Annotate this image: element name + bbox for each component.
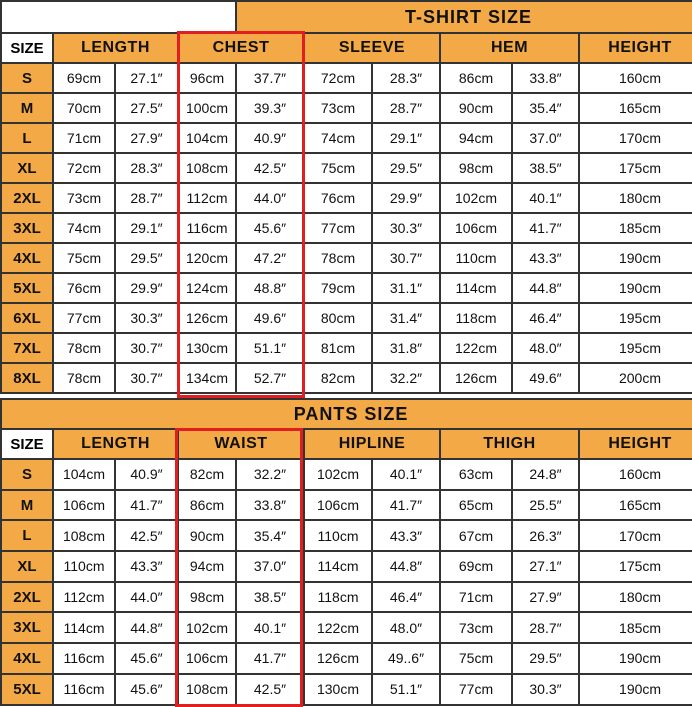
length-in-cell: 43.3″ xyxy=(115,551,178,582)
sleeve-in-cell: 31.4″ xyxy=(372,303,440,333)
thigh-in-cell: 30.3″ xyxy=(512,674,579,705)
sleeve-in-cell: 29.9″ xyxy=(372,183,440,213)
hem-cm-cell: 98cm xyxy=(440,153,512,183)
sleeve-in-cell: 29.1″ xyxy=(372,123,440,153)
thigh-in-cell: 26.3″ xyxy=(512,520,579,551)
height-cell: 195cm xyxy=(579,333,692,363)
height-cell: 175cm xyxy=(579,551,692,582)
height-cell: 160cm xyxy=(579,63,692,93)
length-cm-cell: 77cm xyxy=(53,303,115,333)
chest-header: CHEST xyxy=(178,33,304,63)
size-cell: 2XL xyxy=(1,582,53,613)
length-cm-cell: 69cm xyxy=(53,63,115,93)
sleeve-cm-cell: 81cm xyxy=(304,333,372,363)
table-row xyxy=(1,183,692,213)
length-cm-cell: 116cm xyxy=(53,643,115,674)
length-cm-cell: 73cm xyxy=(53,183,115,213)
hem-in-cell: 44.8″ xyxy=(512,273,579,303)
waist-in-cell: 42.5″ xyxy=(236,674,304,705)
thigh-in-cell: 25.5″ xyxy=(512,490,579,521)
height-cell: 165cm xyxy=(579,490,692,521)
length-in-cell: 30.3″ xyxy=(115,303,178,333)
size-cell: 4XL xyxy=(1,243,53,273)
length-cm-cell: 76cm xyxy=(53,273,115,303)
waist-cm-cell: 108cm xyxy=(178,674,236,705)
sleeve-cm-cell: 82cm xyxy=(304,363,372,393)
sleeve-in-cell: 30.3″ xyxy=(372,213,440,243)
size-cell: 6XL xyxy=(1,303,53,333)
waist-in-cell: 38.5″ xyxy=(236,582,304,613)
waist-in-cell: 33.8″ xyxy=(236,490,304,521)
table-row xyxy=(1,674,692,705)
chest-cm-cell: 126cm xyxy=(178,303,236,333)
thigh-in-cell: 29.5″ xyxy=(512,643,579,674)
hem-cm-cell: 106cm xyxy=(440,213,512,243)
waist-in-cell: 40.1″ xyxy=(236,612,304,643)
chest-in-cell: 37.7″ xyxy=(236,63,304,93)
height-cell: 185cm xyxy=(579,213,692,243)
hem-cm-cell: 118cm xyxy=(440,303,512,333)
waist-cm-cell: 102cm xyxy=(178,612,236,643)
table-row xyxy=(1,551,692,582)
hem-cm-cell: 90cm xyxy=(440,93,512,123)
thigh-cm-cell: 75cm xyxy=(440,643,512,674)
sleeve-cm-cell: 78cm xyxy=(304,243,372,273)
table-row xyxy=(1,243,692,273)
chest-cm-cell: 134cm xyxy=(178,363,236,393)
chest-in-cell: 47.2″ xyxy=(236,243,304,273)
sleeve-in-cell: 28.7″ xyxy=(372,93,440,123)
table-row xyxy=(1,520,692,551)
pants-size-chart xyxy=(0,398,692,706)
hipline-header: HIPLINE xyxy=(304,429,440,459)
sleeve-in-cell: 28.3″ xyxy=(372,63,440,93)
length-cm-cell: 74cm xyxy=(53,213,115,243)
hip-in-cell: 46.4″ xyxy=(372,582,440,613)
sleeve-in-cell: 31.1″ xyxy=(372,273,440,303)
length-cm-cell: 106cm xyxy=(53,490,115,521)
chest-cm-cell: 124cm xyxy=(178,273,236,303)
chest-cm-cell: 108cm xyxy=(178,153,236,183)
waist-in-cell: 32.2″ xyxy=(236,459,304,490)
height-cell: 165cm xyxy=(579,93,692,123)
sleeve-cm-cell: 74cm xyxy=(304,123,372,153)
hip-cm-cell: 126cm xyxy=(304,643,372,674)
length-in-cell: 29.1″ xyxy=(115,213,178,243)
sleeve-in-cell: 32.2″ xyxy=(372,363,440,393)
height-cell: 170cm xyxy=(579,123,692,153)
length-header: LENGTH xyxy=(53,429,178,459)
size-cell: 2XL xyxy=(1,183,53,213)
thigh-cm-cell: 73cm xyxy=(440,612,512,643)
length-in-cell: 29.5″ xyxy=(115,243,178,273)
sleeve-cm-cell: 75cm xyxy=(304,153,372,183)
hem-in-cell: 38.5″ xyxy=(512,153,579,183)
sleeve-in-cell: 31.8″ xyxy=(372,333,440,363)
sleeve-cm-cell: 72cm xyxy=(304,63,372,93)
sleeve-cm-cell: 77cm xyxy=(304,213,372,243)
length-cm-cell: 70cm xyxy=(53,93,115,123)
chest-cm-cell: 100cm xyxy=(178,93,236,123)
length-cm-cell: 116cm xyxy=(53,674,115,705)
table-row xyxy=(1,303,692,333)
chest-in-cell: 44.0″ xyxy=(236,183,304,213)
size-cell: 7XL xyxy=(1,333,53,363)
thigh-in-cell: 27.9″ xyxy=(512,582,579,613)
length-in-cell: 27.9″ xyxy=(115,123,178,153)
length-cm-cell: 108cm xyxy=(53,520,115,551)
size-cell: 3XL xyxy=(1,612,53,643)
height-header: HEIGHT xyxy=(579,429,692,459)
waist-cm-cell: 90cm xyxy=(178,520,236,551)
hem-cm-cell: 102cm xyxy=(440,183,512,213)
chest-in-cell: 49.6″ xyxy=(236,303,304,333)
size-cell: 4XL xyxy=(1,643,53,674)
size-cell: 3XL xyxy=(1,213,53,243)
hip-cm-cell: 122cm xyxy=(304,612,372,643)
hem-cm-cell: 126cm xyxy=(440,363,512,393)
sleeve-cm-cell: 73cm xyxy=(304,93,372,123)
height-cell: 190cm xyxy=(579,243,692,273)
hem-cm-cell: 122cm xyxy=(440,333,512,363)
table-row xyxy=(1,93,692,123)
thigh-in-cell: 27.1″ xyxy=(512,551,579,582)
size-header: SIZE xyxy=(1,429,53,459)
length-in-cell: 41.7″ xyxy=(115,490,178,521)
length-cm-cell: 114cm xyxy=(53,612,115,643)
table-row xyxy=(1,459,692,490)
hem-in-cell: 49.6″ xyxy=(512,363,579,393)
hip-cm-cell: 114cm xyxy=(304,551,372,582)
tshirt-header-row xyxy=(1,33,692,63)
chest-in-cell: 39.3″ xyxy=(236,93,304,123)
chest-cm-cell: 130cm xyxy=(178,333,236,363)
hip-in-cell: 40.1″ xyxy=(372,459,440,490)
thigh-cm-cell: 71cm xyxy=(440,582,512,613)
hip-cm-cell: 106cm xyxy=(304,490,372,521)
size-cell: S xyxy=(1,459,53,490)
hip-in-cell: 51.1″ xyxy=(372,674,440,705)
height-cell: 160cm xyxy=(579,459,692,490)
chest-cm-cell: 116cm xyxy=(178,213,236,243)
length-in-cell: 45.6″ xyxy=(115,674,178,705)
length-cm-cell: 72cm xyxy=(53,153,115,183)
thigh-cm-cell: 67cm xyxy=(440,520,512,551)
thigh-header: THIGH xyxy=(440,429,579,459)
hem-cm-cell: 94cm xyxy=(440,123,512,153)
size-cell: L xyxy=(1,520,53,551)
hip-in-cell: 43.3″ xyxy=(372,520,440,551)
chest-cm-cell: 96cm xyxy=(178,63,236,93)
thigh-cm-cell: 69cm xyxy=(440,551,512,582)
size-cell: M xyxy=(1,93,53,123)
chest-in-cell: 48.8″ xyxy=(236,273,304,303)
length-in-cell: 27.5″ xyxy=(115,93,178,123)
waist-cm-cell: 82cm xyxy=(178,459,236,490)
size-cell: 5XL xyxy=(1,674,53,705)
size-header: SIZE xyxy=(1,33,53,63)
table-row xyxy=(1,363,692,393)
size-cell: L xyxy=(1,123,53,153)
pants-title: PANTS SIZE xyxy=(1,399,692,429)
length-in-cell: 44.8″ xyxy=(115,612,178,643)
hem-in-cell: 37.0″ xyxy=(512,123,579,153)
chest-in-cell: 42.5″ xyxy=(236,153,304,183)
waist-cm-cell: 106cm xyxy=(178,643,236,674)
height-cell: 185cm xyxy=(579,612,692,643)
length-cm-cell: 104cm xyxy=(53,459,115,490)
length-in-cell: 40.9″ xyxy=(115,459,178,490)
length-in-cell: 28.7″ xyxy=(115,183,178,213)
hip-cm-cell: 130cm xyxy=(304,674,372,705)
height-cell: 190cm xyxy=(579,643,692,674)
sleeve-cm-cell: 76cm xyxy=(304,183,372,213)
sleeve-header: SLEEVE xyxy=(304,33,440,63)
hip-in-cell: 41.7″ xyxy=(372,490,440,521)
waist-cm-cell: 86cm xyxy=(178,490,236,521)
table-row xyxy=(1,490,692,521)
height-cell: 180cm xyxy=(579,582,692,613)
size-cell: 8XL xyxy=(1,363,53,393)
table-row xyxy=(1,153,692,183)
tshirt-title: T-SHIRT SIZE xyxy=(236,1,692,33)
hem-in-cell: 46.4″ xyxy=(512,303,579,333)
thigh-in-cell: 24.8″ xyxy=(512,459,579,490)
table-row xyxy=(1,612,692,643)
hem-cm-cell: 114cm xyxy=(440,273,512,303)
size-cell: S xyxy=(1,63,53,93)
height-cell: 170cm xyxy=(579,520,692,551)
size-cell: XL xyxy=(1,153,53,183)
thigh-cm-cell: 77cm xyxy=(440,674,512,705)
height-cell: 190cm xyxy=(579,273,692,303)
chest-in-cell: 40.9″ xyxy=(236,123,304,153)
length-in-cell: 27.1″ xyxy=(115,63,178,93)
chest-cm-cell: 112cm xyxy=(178,183,236,213)
size-cell: M xyxy=(1,490,53,521)
sleeve-in-cell: 30.7″ xyxy=(372,243,440,273)
length-in-cell: 30.7″ xyxy=(115,363,178,393)
chest-in-cell: 52.7″ xyxy=(236,363,304,393)
title-spacer xyxy=(1,1,236,33)
length-cm-cell: 78cm xyxy=(53,363,115,393)
pants-header-row xyxy=(1,429,692,459)
pants-size-table xyxy=(0,398,692,706)
length-cm-cell: 75cm xyxy=(53,243,115,273)
hem-in-cell: 43.3″ xyxy=(512,243,579,273)
length-cm-cell: 112cm xyxy=(53,582,115,613)
sleeve-cm-cell: 79cm xyxy=(304,273,372,303)
height-header: HEIGHT xyxy=(579,33,692,63)
hem-in-cell: 40.1″ xyxy=(512,183,579,213)
table-row xyxy=(1,333,692,363)
table-row xyxy=(1,273,692,303)
thigh-in-cell: 28.7″ xyxy=(512,612,579,643)
length-cm-cell: 78cm xyxy=(53,333,115,363)
hip-cm-cell: 118cm xyxy=(304,582,372,613)
height-cell: 200cm xyxy=(579,363,692,393)
hip-in-cell: 44.8″ xyxy=(372,551,440,582)
hem-in-cell: 48.0″ xyxy=(512,333,579,363)
hem-in-cell: 33.8″ xyxy=(512,63,579,93)
hem-in-cell: 41.7″ xyxy=(512,213,579,243)
length-in-cell: 28.3″ xyxy=(115,153,178,183)
height-cell: 195cm xyxy=(579,303,692,333)
size-cell: 5XL xyxy=(1,273,53,303)
chest-cm-cell: 104cm xyxy=(178,123,236,153)
waist-header: WAIST xyxy=(178,429,304,459)
chest-in-cell: 51.1″ xyxy=(236,333,304,363)
length-header: LENGTH xyxy=(53,33,178,63)
thigh-cm-cell: 63cm xyxy=(440,459,512,490)
hip-cm-cell: 102cm xyxy=(304,459,372,490)
length-in-cell: 30.7″ xyxy=(115,333,178,363)
hip-in-cell: 49..6″ xyxy=(372,643,440,674)
hip-cm-cell: 110cm xyxy=(304,520,372,551)
chest-in-cell: 45.6″ xyxy=(236,213,304,243)
sleeve-cm-cell: 80cm xyxy=(304,303,372,333)
length-in-cell: 45.6″ xyxy=(115,643,178,674)
waist-cm-cell: 98cm xyxy=(178,582,236,613)
length-cm-cell: 71cm xyxy=(53,123,115,153)
height-cell: 175cm xyxy=(579,153,692,183)
sleeve-in-cell: 29.5″ xyxy=(372,153,440,183)
waist-cm-cell: 94cm xyxy=(178,551,236,582)
waist-in-cell: 35.4″ xyxy=(236,520,304,551)
hem-header: HEM xyxy=(440,33,579,63)
length-cm-cell: 110cm xyxy=(53,551,115,582)
size-cell: XL xyxy=(1,551,53,582)
height-cell: 180cm xyxy=(579,183,692,213)
height-cell: 190cm xyxy=(579,674,692,705)
table-row xyxy=(1,582,692,613)
thigh-cm-cell: 65cm xyxy=(440,490,512,521)
chest-cm-cell: 120cm xyxy=(178,243,236,273)
hem-cm-cell: 110cm xyxy=(440,243,512,273)
table-row xyxy=(1,213,692,243)
length-in-cell: 29.9″ xyxy=(115,273,178,303)
table-row xyxy=(1,63,692,93)
hip-in-cell: 48.0″ xyxy=(372,612,440,643)
hem-in-cell: 35.4″ xyxy=(512,93,579,123)
hem-cm-cell: 86cm xyxy=(440,63,512,93)
waist-in-cell: 37.0″ xyxy=(236,551,304,582)
table-row xyxy=(1,643,692,674)
length-in-cell: 44.0″ xyxy=(115,582,178,613)
table-row xyxy=(1,123,692,153)
length-in-cell: 42.5″ xyxy=(115,520,178,551)
waist-in-cell: 41.7″ xyxy=(236,643,304,674)
